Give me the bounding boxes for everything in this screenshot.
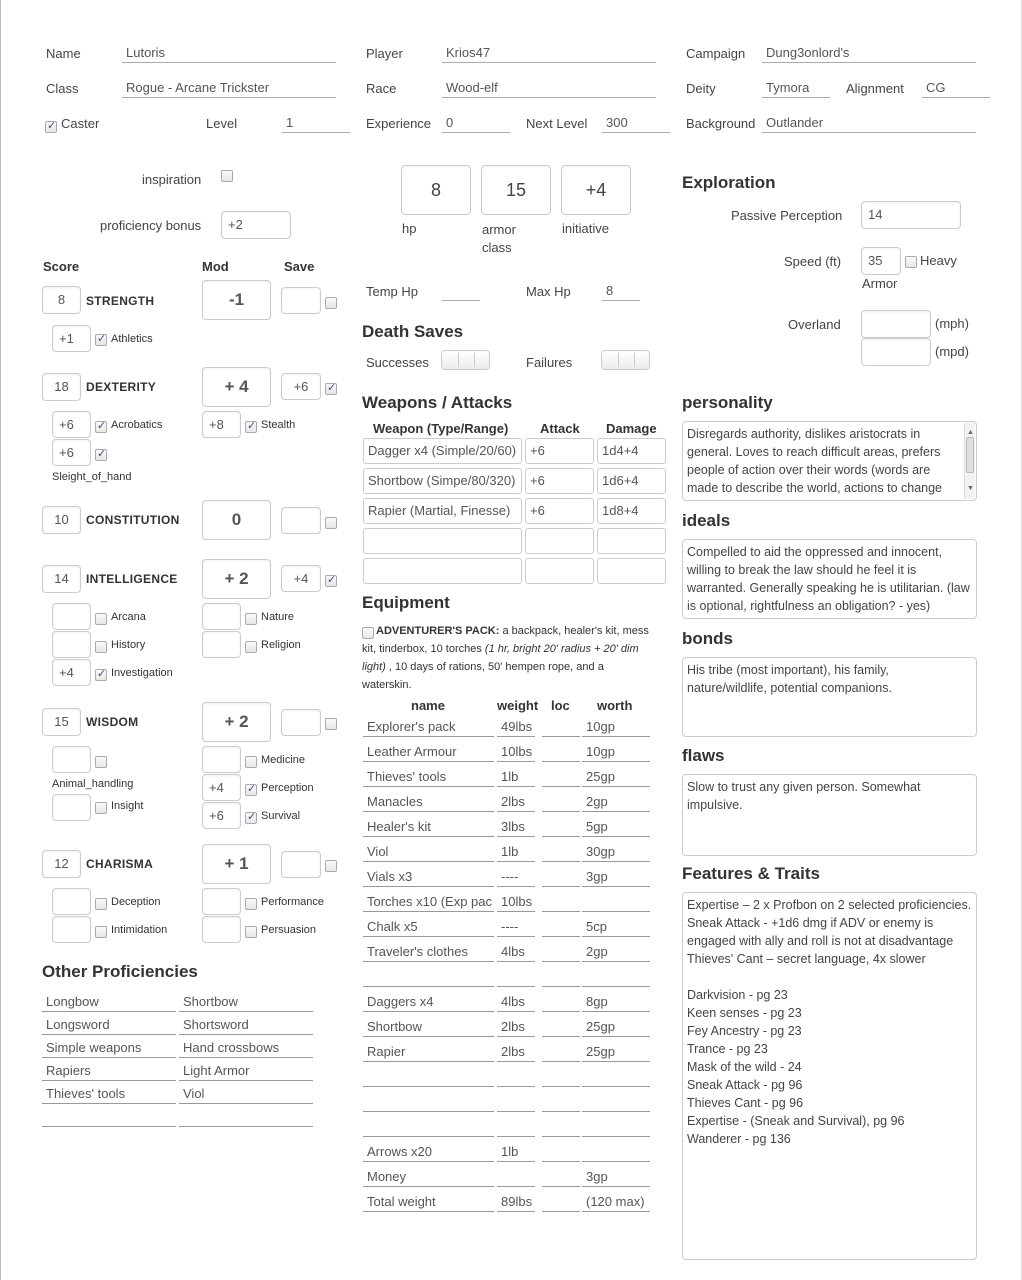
background-field[interactable]: Outlander xyxy=(762,114,976,133)
equipment-item-weight[interactable]: 3lbs xyxy=(497,818,535,837)
equipment-item-loc[interactable] xyxy=(542,768,580,787)
equipment-item-name[interactable]: Traveler's clothes xyxy=(363,943,494,962)
animal-handling-checkbox[interactable] xyxy=(95,756,107,768)
score-header: Score xyxy=(43,259,80,274)
hp-label: hp xyxy=(402,221,417,236)
deception-label: Deception xyxy=(111,896,161,908)
equipment-item-worth[interactable]: (120 max) xyxy=(582,1193,650,1212)
temp-hp-field[interactable] xyxy=(442,282,480,301)
intimidation-checkbox[interactable] xyxy=(95,926,107,938)
passive-perception-label: Passive Perception xyxy=(731,208,843,223)
equipment-item-loc[interactable] xyxy=(542,1193,580,1212)
equipment-item-worth[interactable]: 2gp xyxy=(582,943,650,962)
proficiency-item[interactable]: Longsword xyxy=(42,1016,176,1035)
weapons-title: Weapons / Attacks xyxy=(362,393,513,412)
equipment-item-worth[interactable]: 2gp xyxy=(582,793,650,812)
proficiency-item[interactable]: Longbow xyxy=(42,993,176,1012)
equipment-item-loc[interactable] xyxy=(542,968,580,987)
strength-score[interactable]: 8 xyxy=(42,286,81,314)
equipment-item-loc[interactable] xyxy=(542,1093,580,1112)
equipment-item-weight[interactable]: 1lb xyxy=(497,1143,535,1162)
constitution-label: CONSTITUTION xyxy=(86,513,180,527)
equipment-item-loc[interactable] xyxy=(542,743,580,762)
athletics-checkbox[interactable] xyxy=(95,334,107,346)
caster-checkbox[interactable] xyxy=(45,121,57,133)
proficiency-item[interactable] xyxy=(179,1108,313,1127)
equipment-item-loc[interactable] xyxy=(542,918,580,937)
armor-class-field[interactable]: 15 xyxy=(481,165,551,215)
equipment-item-weight[interactable]: 2lbs xyxy=(497,1043,535,1062)
weapon-attack-header: Attack xyxy=(540,421,580,436)
weapon-attack[interactable] xyxy=(525,558,594,584)
inspiration-checkbox[interactable] xyxy=(221,170,233,182)
death-saves-title: Death Saves xyxy=(362,322,464,341)
arcana-checkbox[interactable] xyxy=(95,613,107,625)
sleight-of-hand-checkbox[interactable] xyxy=(95,449,107,461)
name-label: Name xyxy=(46,46,81,61)
overland-label: Overland xyxy=(788,317,841,332)
medicine-checkbox[interactable] xyxy=(245,756,257,768)
investigation-value[interactable]: +4 xyxy=(52,659,91,686)
temp-hp-label: Temp Hp xyxy=(366,284,419,299)
ideals-title: ideals xyxy=(682,511,731,530)
nature-label: Nature xyxy=(261,611,295,623)
deity-field[interactable]: Tymora xyxy=(762,79,830,98)
armor-label: Armor xyxy=(862,276,898,291)
ideals-textarea[interactable]: Compelled to aid the oppressed and innocent, willing to break the law should he feel it is warranted. Generally speaking he is utilitarian. (law is optional, rightfulness an obligation? - yes) xyxy=(682,539,977,619)
performance-label: Performance xyxy=(261,896,324,908)
equipment-item-loc[interactable] xyxy=(542,718,580,737)
equipment-item-name[interactable]: Chalk x5 xyxy=(363,918,494,937)
persuasion-checkbox[interactable] xyxy=(245,926,257,938)
equipment-item-name[interactable]: Thieves' tools xyxy=(363,768,494,787)
equipment-item-worth[interactable]: 25gp xyxy=(582,768,650,787)
scroll-down-icon[interactable]: ▼ xyxy=(967,485,974,492)
weapon-damage-header: Damage xyxy=(606,421,657,436)
hp-field[interactable]: 8 xyxy=(401,165,471,215)
equipment-item-worth[interactable]: 5gp xyxy=(582,818,650,837)
equipment-item-worth[interactable]: 3gp xyxy=(582,868,650,887)
flaws-title: flaws xyxy=(682,746,725,765)
features-title: Features & Traits xyxy=(682,864,820,883)
arcana-value[interactable] xyxy=(52,603,91,630)
proficiency-item[interactable]: Shortsword xyxy=(179,1016,313,1035)
constitution-mod[interactable]: 0 xyxy=(202,500,271,540)
weapon-attack[interactable] xyxy=(525,528,594,554)
player-label: Player xyxy=(366,46,403,61)
survival-value[interactable]: +6 xyxy=(202,802,241,829)
equipment-item-worth[interactable]: 25gp xyxy=(582,1018,650,1037)
stealth-value[interactable]: +8 xyxy=(202,411,241,438)
religion-checkbox[interactable] xyxy=(245,641,257,653)
survival-checkbox[interactable] xyxy=(245,812,257,824)
equipment-item-worth[interactable] xyxy=(582,1093,650,1112)
max-hp-field[interactable]: 8 xyxy=(602,282,640,301)
persuasion-label: Persuasion xyxy=(261,924,317,936)
heavy-armor-checkbox[interactable] xyxy=(905,256,917,268)
equipment-item-name[interactable]: Rapier xyxy=(363,1043,494,1062)
proficiency-item[interactable]: Light Armor xyxy=(179,1062,313,1081)
death-save-successes-toggle[interactable] xyxy=(441,350,490,370)
bonds-textarea[interactable]: His tribe (most important), his family, nature/wildlife, potential companions. xyxy=(682,657,977,737)
strength-mod[interactable]: -1 xyxy=(202,280,271,320)
deception-checkbox[interactable] xyxy=(95,898,107,910)
arcana-label: Arcana xyxy=(111,611,146,623)
proficiency-item[interactable] xyxy=(42,1108,176,1127)
alignment-label: Alignment xyxy=(846,81,904,96)
investigation-label: Investigation xyxy=(111,667,173,679)
sleight-of-hand-label: Sleight_of_hand xyxy=(52,471,132,483)
equipment-item-loc[interactable] xyxy=(542,993,580,1012)
mod-header: Mod xyxy=(202,259,229,274)
history-checkbox[interactable] xyxy=(95,641,107,653)
survival-label: Survival xyxy=(261,810,301,822)
campaign-label: Campaign xyxy=(686,46,746,61)
personality-title: personality xyxy=(682,393,773,412)
equipment-item-name[interactable]: Shortbow xyxy=(363,1018,494,1037)
weapon-name[interactable]: Shortbow (Simpe/80/320) xyxy=(363,468,522,494)
dexterity-score[interactable]: 18 xyxy=(42,373,81,401)
flaws-textarea[interactable]: Slow to trust any given person. Somewhat impulsive. xyxy=(682,774,977,856)
equipment-item-weight[interactable] xyxy=(497,1118,535,1137)
acrobatics-value[interactable]: +6 xyxy=(52,411,91,438)
wisdom-score[interactable]: 15 xyxy=(42,708,81,736)
intelligence-score[interactable]: 14 xyxy=(42,565,81,593)
inspiration-label: inspiration xyxy=(142,172,202,187)
scroll-thumb[interactable] xyxy=(966,437,974,473)
other-proficiencies-title: Other Proficiencies xyxy=(42,962,198,981)
pack-title: ADVENTURER'S PACK: xyxy=(376,625,500,637)
equipment-item-weight[interactable]: 4lbs xyxy=(497,943,535,962)
race-field[interactable]: Wood-elf xyxy=(442,79,656,98)
insight-checkbox[interactable] xyxy=(95,802,107,814)
persuasion-value[interactable] xyxy=(202,916,241,943)
player-field[interactable]: Krios47 xyxy=(442,44,656,63)
class-field[interactable]: Rogue - Arcane Trickster xyxy=(122,79,336,98)
race-label: Race xyxy=(366,81,397,96)
equipment-item-loc[interactable] xyxy=(542,943,580,962)
equipment-item-weight[interactable] xyxy=(497,968,535,987)
wisdom-save[interactable] xyxy=(281,709,321,736)
investigation-checkbox[interactable] xyxy=(95,669,107,681)
acrobatics-label: Acrobatics xyxy=(111,419,163,431)
equipment-item-weight[interactable]: 2lbs xyxy=(497,793,535,812)
equipment-item-name[interactable]: Vials x3 xyxy=(363,868,494,887)
equipment-item-worth[interactable] xyxy=(582,1068,650,1087)
equipment-item-loc[interactable] xyxy=(542,868,580,887)
mph-label: (mph) xyxy=(935,316,969,331)
weapon-damage[interactable]: 1d4+4 xyxy=(597,438,666,464)
equipment-item-name[interactable]: Money xyxy=(363,1168,494,1187)
bonds-title: bonds xyxy=(682,629,733,648)
weapon-damage[interactable] xyxy=(597,528,666,554)
equipment-item-weight[interactable]: 10lbs xyxy=(497,893,535,912)
equipment-weight-header: weight xyxy=(497,698,539,713)
successes-label: Successes xyxy=(366,355,429,370)
equipment-item-weight[interactable]: 89lbs xyxy=(497,1193,535,1212)
equipment-item-worth[interactable]: 5cp xyxy=(582,918,650,937)
max-hp-label: Max Hp xyxy=(526,284,571,299)
equipment-item-loc[interactable] xyxy=(542,843,580,862)
equipment-item-weight[interactable]: 49lbs xyxy=(497,718,535,737)
strength-save[interactable] xyxy=(281,287,321,314)
perception-value[interactable]: +4 xyxy=(202,774,241,801)
equipment-item-worth[interactable] xyxy=(582,968,650,987)
experience-field[interactable]: 0 xyxy=(442,114,510,133)
dexterity-label: DEXTERITY xyxy=(86,380,157,394)
equipment-item-worth[interactable] xyxy=(582,1143,650,1162)
speed-field[interactable]: 35 xyxy=(861,247,901,275)
equipment-item-weight[interactable]: ---- xyxy=(497,918,535,937)
equipment-item-weight[interactable]: 10lbs xyxy=(497,743,535,762)
level-field[interactable]: 1 xyxy=(282,114,350,133)
equipment-item-name[interactable]: Total weight xyxy=(363,1193,494,1212)
equipment-item-loc[interactable] xyxy=(542,893,580,912)
equipment-item-worth[interactable]: 10gp xyxy=(582,743,650,762)
equipment-item-weight[interactable]: ---- xyxy=(497,868,535,887)
weapon-damage[interactable] xyxy=(597,558,666,584)
equipment-item-name[interactable]: Explorer's pack xyxy=(363,718,494,737)
experience-label: Experience xyxy=(366,116,432,131)
equipment-item-worth[interactable] xyxy=(582,1118,650,1137)
equipment-item-name[interactable]: Daggers x4 xyxy=(363,993,494,1012)
animal-handling-value[interactable] xyxy=(52,746,91,773)
equipment-item-worth[interactable]: 3gp xyxy=(582,1168,650,1187)
intimidation-value[interactable] xyxy=(52,916,91,943)
alignment-field[interactable]: CG xyxy=(922,79,990,98)
adventurers-pack-description xyxy=(362,622,652,694)
passive-perception-field[interactable]: 14 xyxy=(861,201,961,229)
wisdom-label: WISDOM xyxy=(86,715,139,729)
background-label: Background xyxy=(686,116,756,131)
equipment-item-name[interactable] xyxy=(363,1068,494,1087)
equipment-item-loc[interactable] xyxy=(542,1043,580,1062)
strength-label: STRENGTH xyxy=(86,294,155,308)
intelligence-mod[interactable]: + 2 xyxy=(202,559,271,599)
overland-mph-field[interactable] xyxy=(861,310,931,338)
athletics-label: Athletics xyxy=(111,333,153,345)
equipment-item-loc[interactable] xyxy=(542,1018,580,1037)
weapon-attack[interactable]: +6 xyxy=(525,498,594,524)
equipment-item-loc[interactable] xyxy=(542,1168,580,1187)
constitution-score[interactable]: 10 xyxy=(42,506,81,534)
proficiency-item[interactable]: Simple weapons xyxy=(42,1039,176,1058)
proficiency-item[interactable]: Viol xyxy=(179,1085,313,1104)
equipment-item-weight[interactable]: 1lb xyxy=(497,768,535,787)
initiative-label: initiative xyxy=(562,221,609,236)
equipment-item-weight[interactable]: 1lb xyxy=(497,843,535,862)
stealth-checkbox[interactable] xyxy=(245,421,257,433)
stealth-label: Stealth xyxy=(261,419,296,431)
next-level-label: Next Level xyxy=(526,116,588,131)
intelligence-save-checkbox[interactable] xyxy=(325,575,337,587)
equipment-item-worth[interactable] xyxy=(582,893,650,912)
heavy-label: Heavy xyxy=(920,253,957,268)
weapon-name[interactable]: Rapier (Martial, Finesse) xyxy=(363,498,522,524)
personality-text: Disregards authority, dislikes aristocrats in general. Loves to reach difficult areas, prefers people of action over their words (words are made to describe the world, actions to change xyxy=(687,427,944,495)
athletics-value[interactable]: +1 xyxy=(52,325,91,352)
insight-value[interactable] xyxy=(52,794,91,821)
strength-save-checkbox[interactable] xyxy=(325,297,337,309)
weapon-damage[interactable]: 1d6+4 xyxy=(597,468,666,494)
nature-checkbox[interactable] xyxy=(245,613,257,625)
next-level-field[interactable]: 300 xyxy=(602,114,670,133)
religion-value[interactable] xyxy=(202,631,241,658)
weapon-attack[interactable]: +6 xyxy=(525,438,594,464)
history-label: History xyxy=(111,639,146,651)
proficiency-item[interactable]: Thieves' tools xyxy=(42,1085,176,1104)
charisma-save[interactable] xyxy=(281,851,321,878)
insight-label: Insight xyxy=(111,800,144,812)
pack-desc-2: , 10 days of rations, 50' hempen rope, and a waterskin. xyxy=(362,661,604,691)
failures-label: Failures xyxy=(526,355,573,370)
performance-checkbox[interactable] xyxy=(245,898,257,910)
equipment-item-weight[interactable] xyxy=(497,1068,535,1087)
equipment-item-weight[interactable]: 4lbs xyxy=(497,993,535,1012)
constitution-save-checkbox[interactable] xyxy=(325,517,337,529)
speed-label: Speed (ft) xyxy=(784,254,842,269)
proficiency-item[interactable]: Shortbow xyxy=(179,993,313,1012)
equipment-item-weight[interactable]: 2lbs xyxy=(497,1018,535,1037)
equipment-item-weight[interactable] xyxy=(497,1093,535,1112)
caster-label: Caster xyxy=(61,116,100,131)
equipment-item-name[interactable]: Arrows x20 xyxy=(363,1143,494,1162)
perception-checkbox[interactable] xyxy=(245,784,257,796)
weapon-attack[interactable]: +6 xyxy=(525,468,594,494)
weapon-name[interactable] xyxy=(363,558,522,584)
death-save-failures-toggle[interactable] xyxy=(601,350,650,370)
charisma-score[interactable]: 12 xyxy=(42,850,81,878)
equipment-name-header: name xyxy=(411,698,445,713)
proficiency-item[interactable]: Hand crossbows xyxy=(179,1039,313,1058)
campaign-field[interactable]: Dung3onlord's xyxy=(762,44,976,63)
acrobatics-checkbox[interactable] xyxy=(95,421,107,433)
equipment-item-loc[interactable] xyxy=(542,793,580,812)
equipment-item-name[interactable] xyxy=(363,968,494,987)
equipment-item-name[interactable]: Healer's kit xyxy=(363,818,494,837)
armor-class-label: armor class xyxy=(482,222,516,255)
equipment-item-worth[interactable]: 30gp xyxy=(582,843,650,862)
dexterity-save-checkbox[interactable] xyxy=(325,383,337,395)
equipment-title: Equipment xyxy=(362,593,450,612)
equipment-item-loc[interactable] xyxy=(542,1143,580,1162)
wisdom-save-checkbox[interactable] xyxy=(325,718,337,730)
history-value[interactable] xyxy=(52,631,91,658)
mpd-label: (mpd) xyxy=(935,344,969,359)
animal-handling-label: Animal_handling xyxy=(52,778,134,790)
dexterity-mod[interactable]: + 4 xyxy=(202,367,271,407)
deception-value[interactable] xyxy=(52,888,91,915)
equipment-loc-header: loc xyxy=(551,698,570,713)
weapon-damage[interactable]: 1d8+4 xyxy=(597,498,666,524)
proficiency-item[interactable]: Rapiers xyxy=(42,1062,176,1081)
equipment-item-name[interactable]: Viol xyxy=(363,843,494,862)
weapon-name-header: Weapon (Type/Range) xyxy=(373,421,509,436)
personality-scrollbar[interactable] xyxy=(964,423,975,499)
name-field[interactable]: Lutoris xyxy=(122,44,336,63)
equipment-item-worth[interactable]: 25gp xyxy=(582,1043,650,1062)
equipment-item-worth[interactable]: 8gp xyxy=(582,993,650,1012)
medicine-value[interactable] xyxy=(202,746,241,773)
proficiency-bonus-field[interactable]: +2 xyxy=(221,211,291,239)
nature-value[interactable] xyxy=(202,603,241,630)
equipment-item-name[interactable] xyxy=(363,1118,494,1137)
overland-mpd-field[interactable] xyxy=(861,338,931,366)
equipment-item-loc[interactable] xyxy=(542,1068,580,1087)
equipment-item-loc[interactable] xyxy=(542,1118,580,1137)
features-textarea[interactable]: Expertise – 2 x Profbon on 2 selected proficiencies. Sneak Attack - +1d6 dmg if ADV or enemy is engaged with ally and roll is not at disadvantage Thieves' Cant – secret language, 4x slower Darkvision - pg 23 Keen senses - pg 23 Fey Ancestry - pg 23 Trance - pg 23 Mask of the wild - 24 Sneak Attack - pg 96 Thieves Cant - pg 96 Expertise - (Sneak and Survival), pg 96 Wanderer - pg 136 xyxy=(682,892,977,1260)
wisdom-mod[interactable]: + 2 xyxy=(202,702,271,742)
equipment-worth-header: worth xyxy=(597,698,633,713)
equipment-item-loc[interactable] xyxy=(542,818,580,837)
dexterity-save[interactable]: +6 xyxy=(281,373,321,400)
intimidation-label: Intimidation xyxy=(111,924,168,936)
charisma-mod[interactable]: + 1 xyxy=(202,844,271,884)
initiative-field[interactable]: +4 xyxy=(561,165,631,215)
equipment-item-name[interactable]: Torches x10 (Exp pac xyxy=(363,893,494,912)
pack-desc-italic: (1 hr, bright 20' radius + 20' dim light) xyxy=(362,643,639,673)
intelligence-save[interactable]: +4 xyxy=(281,565,321,592)
equipment-item-name[interactable] xyxy=(363,1093,494,1112)
constitution-save[interactable] xyxy=(281,507,321,534)
charisma-save-checkbox[interactable] xyxy=(325,860,337,872)
medicine-label: Medicine xyxy=(261,754,306,766)
perception-label: Perception xyxy=(261,782,314,794)
exploration-title: Exploration xyxy=(682,173,776,192)
deity-label: Deity xyxy=(686,81,716,96)
proficiency-bonus-label: proficiency bonus xyxy=(100,218,202,233)
equipment-item-worth[interactable]: 10gp xyxy=(582,718,650,737)
weapon-name[interactable]: Dagger x4 (Simple/20/60) xyxy=(363,438,522,464)
sleight-of-hand-value[interactable]: +6 xyxy=(52,439,91,466)
level-label: Level xyxy=(206,116,238,131)
charisma-label: CHARISMA xyxy=(86,857,154,871)
pack-desc-1: a backpack, healer's kit, mess kit, tinderbox, 10 torches xyxy=(362,625,649,655)
equipment-item-weight[interactable] xyxy=(497,1168,535,1187)
religion-label: Religion xyxy=(261,639,301,651)
scroll-up-icon[interactable]: ▲ xyxy=(967,429,974,436)
weapon-name[interactable] xyxy=(363,528,522,554)
equipment-item-name[interactable]: Leather Armour xyxy=(363,743,494,762)
save-header: Save xyxy=(284,259,315,274)
equipment-item-name[interactable]: Manacles xyxy=(363,793,494,812)
class-label: Class xyxy=(46,81,79,96)
intelligence-label: INTELLIGENCE xyxy=(86,572,178,586)
performance-value[interactable] xyxy=(202,888,241,915)
personality-textarea[interactable] xyxy=(682,421,977,501)
